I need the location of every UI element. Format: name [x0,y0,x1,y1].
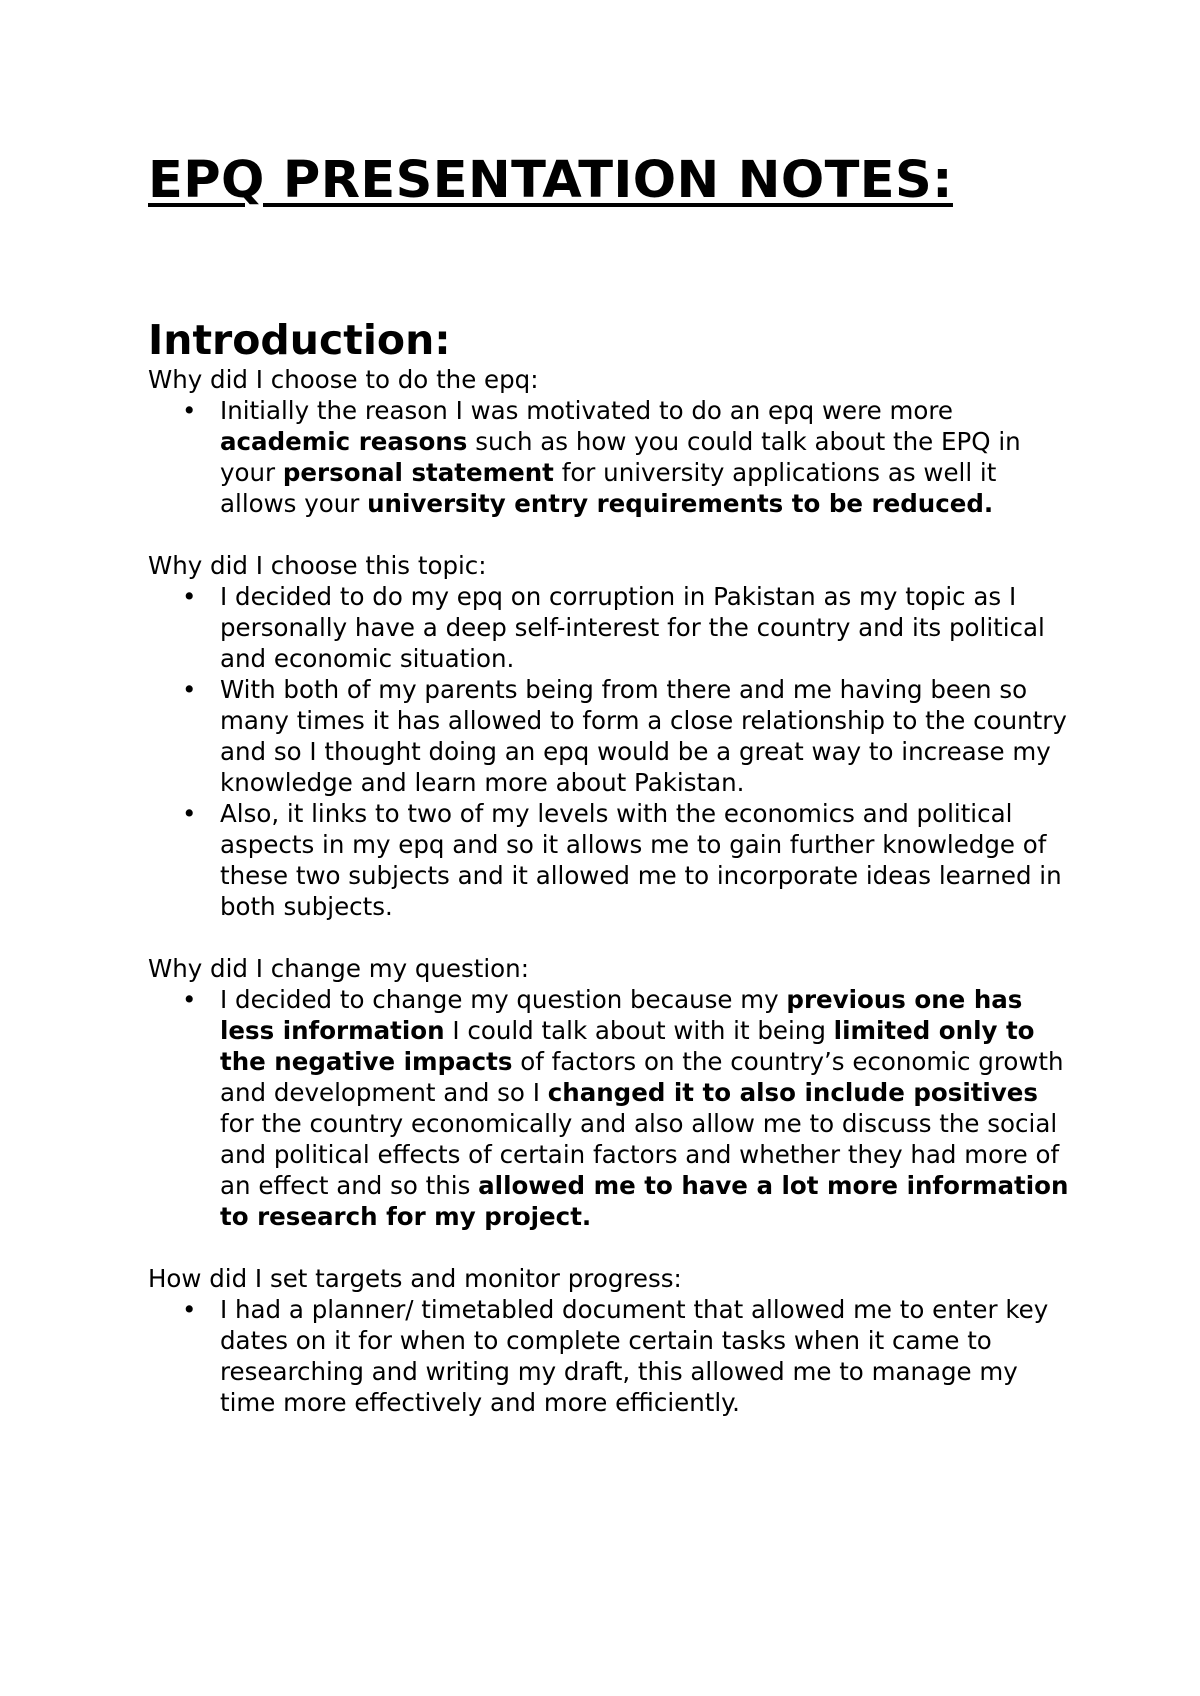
bold-text: university entry requirements to be reduced. [367,489,994,518]
bullet-item [148,1294,1078,1418]
body-text: I decided to do my epq on corruption in Pakistan as my topic as I personally have a deep self-interest for the country and its political and economic situation. [220,582,1045,673]
introduction-heading: Introduction: [148,316,451,364]
bullet-list [148,984,1078,1232]
bullet-icon: • [182,582,197,611]
document-page [148,150,1078,1418]
body-text: such as how you could talk about the EPQ in your [220,427,1021,487]
body-text: I had a planner/ timetabled document that allowed me to enter key dates on it for when to complete certain tasks when it came to researching and writing my draft, this allowed me to manage my time more effectively and more efficiently. [220,1295,1049,1417]
bold-text: personal statement [282,458,554,487]
bullet-item [148,674,1078,798]
bullet-icon: • [182,985,197,1014]
bullet-item [148,395,1078,519]
bold-text: limited only to the negative impacts [220,1016,1035,1076]
body-text: of factors on the country’s economic growth and development and so I [220,1047,1064,1107]
bullet-item [148,984,1078,1232]
bullet-icon: • [182,799,197,828]
bullet-icon: • [182,396,197,425]
bold-text: academic reasons [220,427,468,456]
body-text: With both of my parents being from there and me having been so many times it has allowed to form a close relationship to the country and so I thought doing an epq would be a great way to increase my knowledge and learn more about Pakistan. [220,675,1067,797]
bullet-item [148,581,1078,674]
bullet-icon: • [182,675,197,704]
bullet-list [148,1294,1078,1418]
sections-container [148,364,1078,1418]
body-text: I could talk about with it being [444,1016,834,1045]
section-question: How did I set targets and monitor progress: [148,1264,682,1293]
bullet-list [148,395,1078,519]
bullet-item [148,798,1078,922]
body-text: for university applications as well it allows your [220,458,997,518]
section-question: Why did I choose to do the epq: [148,365,539,394]
section-question: Why did I change my question: [148,954,529,983]
body-text: Initially the reason I was motivated to do an epq were more [220,396,953,425]
bullet-icon: • [182,1295,197,1324]
bold-text: changed it to also include positives [547,1078,1038,1107]
body-text: I decided to change my question because my [220,985,787,1014]
bullet-list [148,581,1078,922]
bold-text: previous one has less information [220,985,1023,1045]
bold-text: allowed me to have a lot more information to research for my project. [220,1171,1069,1231]
body-text: Also, it links to two of my levels with the economics and political aspects in my epq and so it allows me to gain further knowledge of these two subjects and it allowed me to incorporate ideas learned in both subjects. [220,799,1062,921]
body-text: for the country economically and also allow me to discuss the social and political effects of certain factors and whether they had more of an effect and so this [220,1109,1060,1200]
section-question: Why did I choose this topic: [148,551,487,580]
document-title: EPQ PRESENTATION NOTES: [148,151,953,210]
